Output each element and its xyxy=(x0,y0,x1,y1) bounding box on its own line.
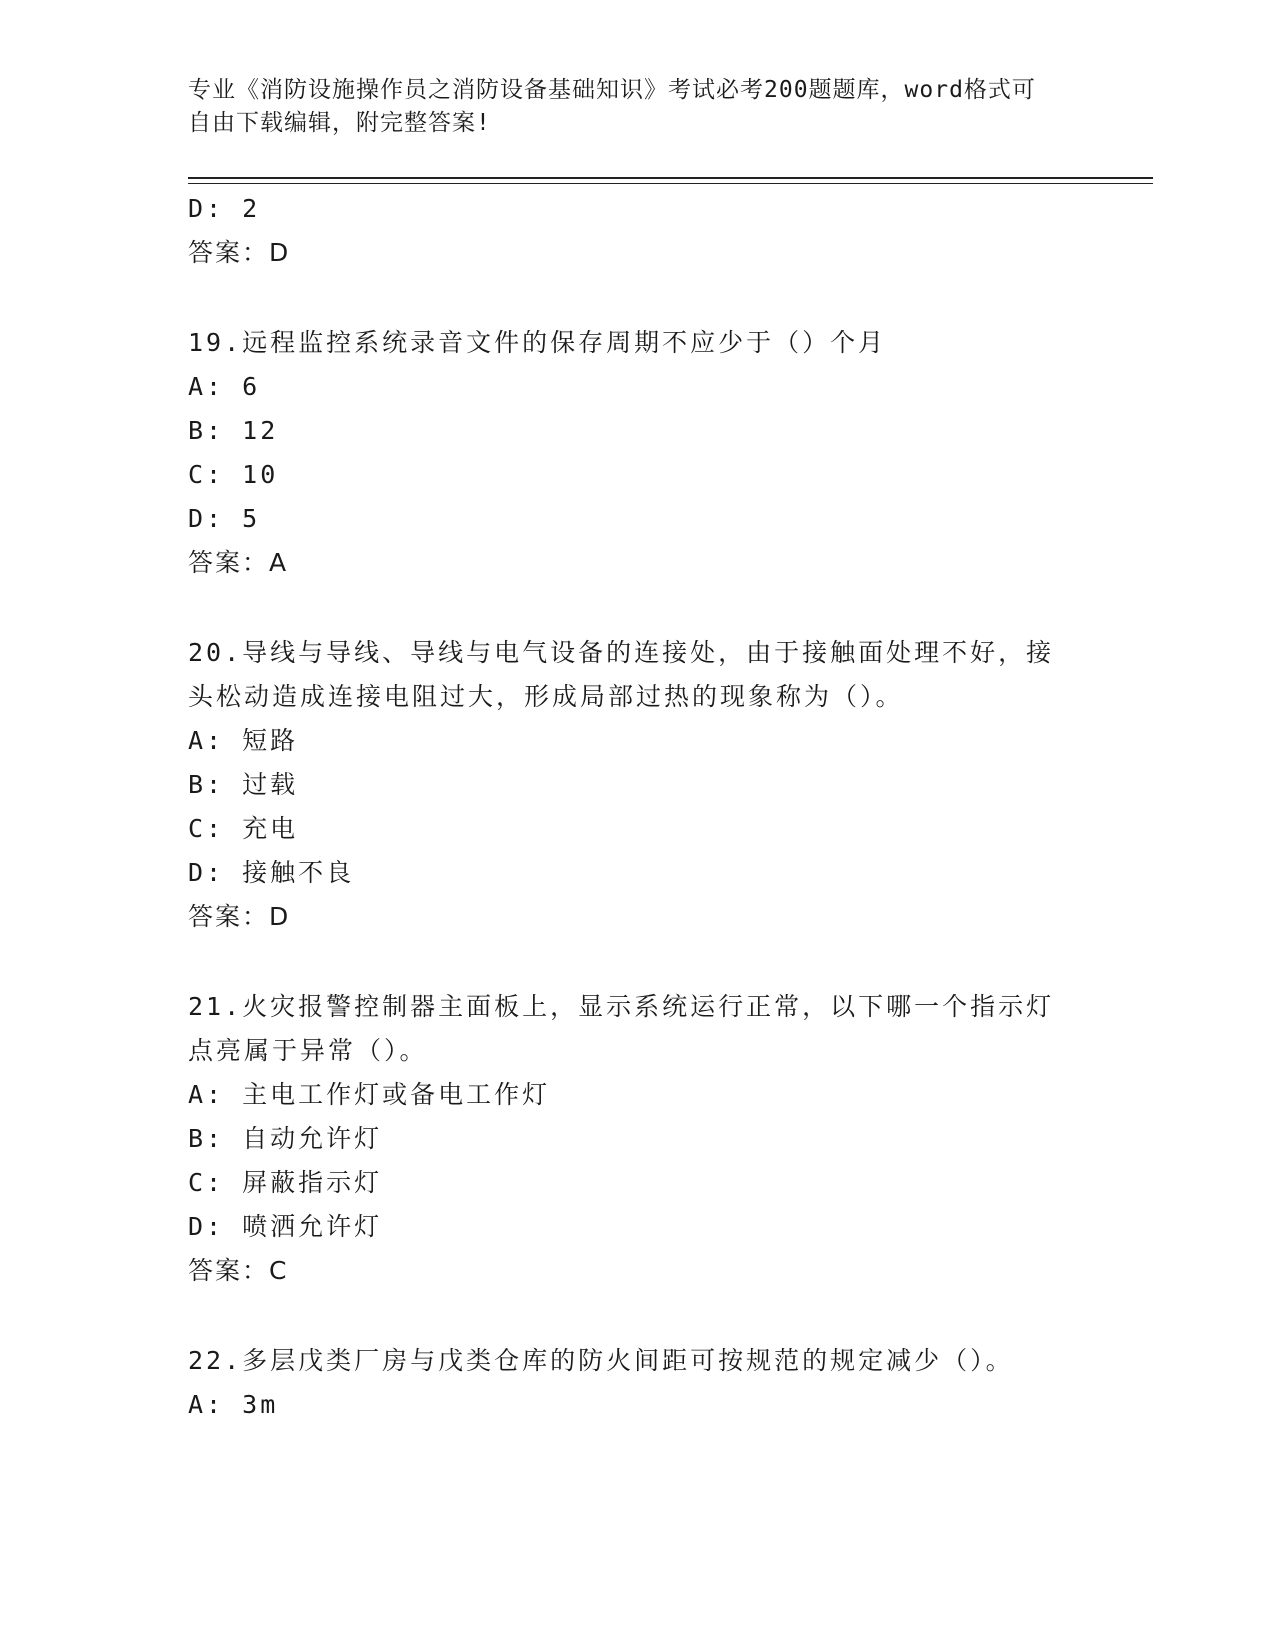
q20-answer: 答案：D xyxy=(188,902,291,931)
q19-option-c: C: 10 xyxy=(188,460,279,489)
q20-option-b: B: 过载 xyxy=(188,770,299,799)
q19-option-d: D: 5 xyxy=(188,504,261,533)
q21-stem-line-1: 21.火灾报警控制器主面板上，显示系统运行正常，以下哪一个指示灯 xyxy=(188,992,1055,1021)
q21-option-a: A: 主电工作灯或备电工作灯 xyxy=(188,1080,551,1109)
q22-stem: 22.多层戊类厂房与戊类仓库的防火间距可按规范的规定减少（）。 xyxy=(188,1346,1014,1375)
header-line-1: 专业《消防设施操作员之消防设备基础知识》考试必考200题题库，word格式可 xyxy=(188,77,1036,103)
q20-option-d: D: 接触不良 xyxy=(188,858,355,887)
header-line-2: 自由下载编辑，附完整答案! xyxy=(188,110,491,136)
header-divider-thin xyxy=(188,183,1153,184)
q19-option-b: B: 12 xyxy=(188,416,279,445)
q19-answer: 答案：A xyxy=(188,548,289,577)
q21-option-c: C: 屏蔽指示灯 xyxy=(188,1168,383,1197)
q21-answer: 答案：C xyxy=(188,1256,289,1285)
prev-option-d: D: 2 xyxy=(188,194,261,223)
document-header xyxy=(188,74,1068,140)
q19-option-a: A: 6 xyxy=(188,372,261,401)
q21-option-b: B: 自动允许灯 xyxy=(188,1124,383,1153)
header-divider-thick xyxy=(188,177,1153,179)
prev-answer: 答案：D xyxy=(188,238,291,267)
q20-option-c: C: 充电 xyxy=(188,814,299,843)
q20-stem-line-2: 头松动造成连接电阻过大，形成局部过热的现象称为（）。 xyxy=(188,682,904,711)
q21-stem-line-2: 点亮属于异常（）。 xyxy=(188,1036,428,1065)
q20-stem-line-1: 20.导线与导线、导线与电气设备的连接处，由于接触面处理不好，接 xyxy=(188,638,1055,667)
q19-stem: 19.远程监控系统录音文件的保存周期不应少于（）个月 xyxy=(188,328,887,357)
q21-option-d: D: 喷洒允许灯 xyxy=(188,1212,383,1241)
q22-option-a: A: 3m xyxy=(188,1390,279,1419)
q20-option-a: A: 短路 xyxy=(188,726,299,755)
